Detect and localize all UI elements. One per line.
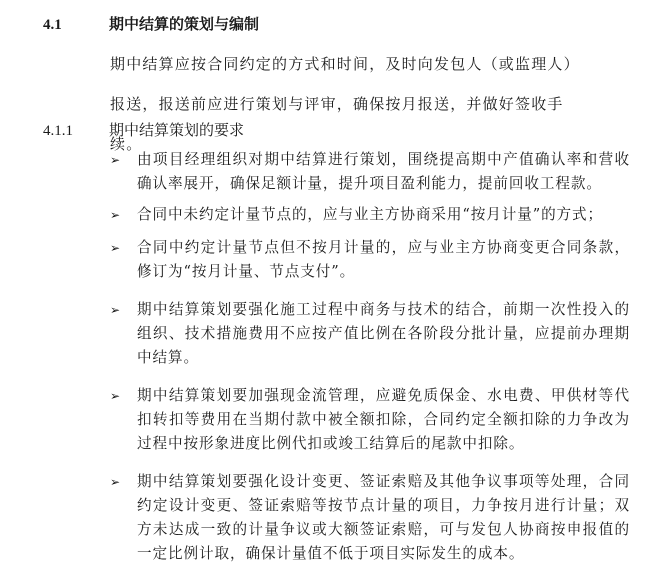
intro-paragraph: 期中结算应按合同约定的方式和时间，及时向发包人（或监理人）报送，报送前应进行策划与评审，确保按月报送，并做好签收手续。 [110, 55, 580, 153]
list-item-text: 合同中约定计量节点但不按月计量的，应与业主方协商变更合同条款，修订为“按月计量、节点支付”。 [137, 239, 630, 280]
section-number: 4.1 [43, 17, 62, 33]
list-item [110, 384, 630, 456]
subsection-title: 期中结算策划的要求 [109, 121, 245, 139]
arrow-bullet-icon: ➢ [110, 208, 121, 222]
arrow-bullet-icon: ➢ [110, 475, 121, 489]
list-item [110, 203, 630, 227]
list-item [110, 298, 630, 370]
section-heading [43, 12, 259, 36]
arrow-bullet-icon: ➢ [110, 241, 121, 255]
list-item-text: 期中结算策划要加强现金流管理，应避免质保金、水电费、甲供材等代扣转扣等费用在当期付款中被全额扣除，合同约定全额扣除的力争改为过程中按形象进度比例代扣或竣工结算后的尾款中扣除。 [137, 387, 630, 452]
requirements-list [110, 148, 630, 566]
list-item-text: 期中结算策划要强化设计变更、签证索赔及其他争议事项等处理，合同约定设计变更、签证索赔等按节点计量的项目，力争按月进行计量；双方未达成一致的计量争议或大额签证索赔，可与发包人协商按申报值的一定比例计取，确保计量值不低于项目实际发生的成本。 [137, 473, 630, 562]
subsection-number: 4.1.1 [43, 123, 73, 139]
list-item [110, 236, 630, 284]
arrow-bullet-icon: ➢ [110, 389, 121, 403]
arrow-bullet-icon: ➢ [110, 153, 121, 167]
subsection-heading [43, 118, 244, 143]
arrow-bullet-icon: ➢ [110, 303, 121, 317]
list-item-text: 合同中未约定计量节点的，应与业主方协商采用“按月计量”的方式； [137, 206, 604, 223]
list-item-text: 由项目经理组织对期中结算进行策划，围绕提高期中产值确认率和营收确认率展开，确保足额计量，提升项目盈利能力，提前回收工程款。 [137, 151, 630, 192]
list-item [110, 148, 630, 196]
section-title: 期中结算的策划与编制 [109, 15, 260, 33]
list-item-text: 期中结算策划要强化施工过程中商务与技术的结合，前期一次性投入的组织、技术措施费用不应按产值比例在各阶段分批计量，应提前办理期中结算。 [137, 301, 630, 366]
list-item [110, 470, 630, 566]
